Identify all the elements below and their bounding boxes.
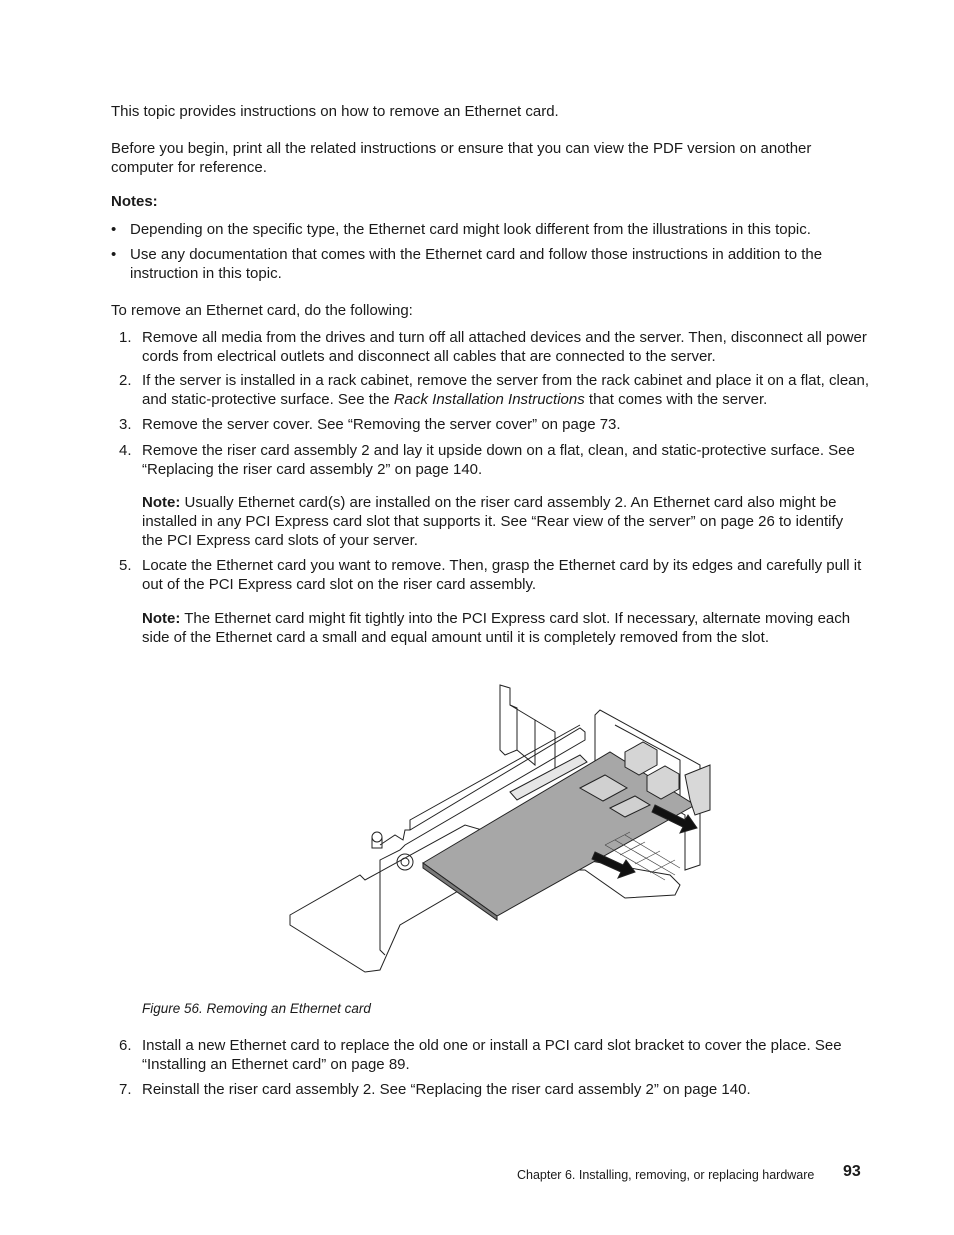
step-note: Note: The Ethernet card might fit tightly into the PCI Express card slot. If necessary, alternate moving each side of the Ethernet card a small and equal amount until it is completely removed from the slot. <box>142 610 851 646</box>
step-number: 3. <box>119 416 132 433</box>
step-item <box>111 556 871 594</box>
note-bullet <box>111 245 871 283</box>
step-text: Install a new Ethernet card to replace the old one or install a PCI card slot bracket to cover the place. See “Installing an Ethernet card” on page 89. <box>142 1037 842 1073</box>
step-item <box>111 1036 871 1074</box>
ethernet-card-removal-illustration <box>285 680 725 980</box>
footer-chapter: Chapter 6. Installing, removing, or replacing hardware <box>517 1168 815 1182</box>
step-number: 6. <box>119 1037 132 1054</box>
step-item <box>111 415 871 434</box>
step-item <box>111 441 871 479</box>
step-text: Reinstall the riser card assembly 2. See “Replacing the riser card assembly 2” on page 140. <box>142 1081 751 1098</box>
step-number: 4. <box>119 442 132 459</box>
step-text: Remove the riser card assembly 2 and lay it upside down on a flat, clean, and static-protective surface. See “Replacing the riser card assembly 2” on page 140. <box>142 442 855 478</box>
step-text: If the server is installed in a rack cabinet, remove the server from the rack cabinet and place it on a flat, clean, and static-protective surface. See the Rack Installation Instructions that comes with the server. <box>142 372 870 408</box>
step-note: Note: Usually Ethernet card(s) are installed on the riser card assembly 2. An Ethernet card also might be installed in any PCI Express card slot that supports it. See “Rear view of the server” on page 26 to identify the PCI Express card slots of your server. <box>142 494 844 549</box>
procedure-lead: To remove an Ethernet card, do the following: <box>111 302 413 319</box>
step-number: 7. <box>119 1081 132 1098</box>
figure-caption: Figure 56. Removing an Ethernet card <box>142 1001 371 1016</box>
page-number: 93 <box>843 1163 861 1180</box>
step-text: Remove the server cover. See “Removing the server cover” on page 73. <box>142 416 621 433</box>
step-number: 2. <box>119 372 132 389</box>
step-number: 1. <box>119 329 132 346</box>
note-bullet-text: Depending on the specific type, the Ethernet card might look different from the illustrations in this topic. <box>130 221 811 238</box>
notes-heading: Notes: <box>111 193 158 210</box>
note-bullet-text: Use any documentation that comes with the Ethernet card and follow those instructions in addition to the instruction in this topic. <box>130 246 823 282</box>
step-item <box>111 1080 871 1099</box>
note-label: Note: <box>142 610 181 627</box>
note-label: Note: <box>142 494 181 511</box>
bullet-dot: • <box>111 221 117 238</box>
note-bullet <box>111 220 871 239</box>
bullet-dot: • <box>111 246 117 263</box>
doc-title-reference: Rack Installation Instructions <box>393 391 585 408</box>
step-text: Locate the Ethernet card you want to remove. Then, grasp the Ethernet card by its edges and carefully pull it out of the PCI Express card slot on the riser card assembly. <box>142 557 862 593</box>
step-number: 5. <box>119 557 132 574</box>
step-item <box>111 371 871 409</box>
intro-paragraph: This topic provides instructions on how to remove an Ethernet card. <box>111 103 559 120</box>
intro-before-begin: Before you begin, print all the related instructions or ensure that you can view the PDF version on another computer for reference. <box>111 140 812 176</box>
step-item <box>111 328 871 366</box>
step-text: Remove all media from the drives and turn off all attached devices and the server. Then, disconnect all power cords from electrical outlets and disconnect all cables that are connected to the server. <box>142 329 867 365</box>
